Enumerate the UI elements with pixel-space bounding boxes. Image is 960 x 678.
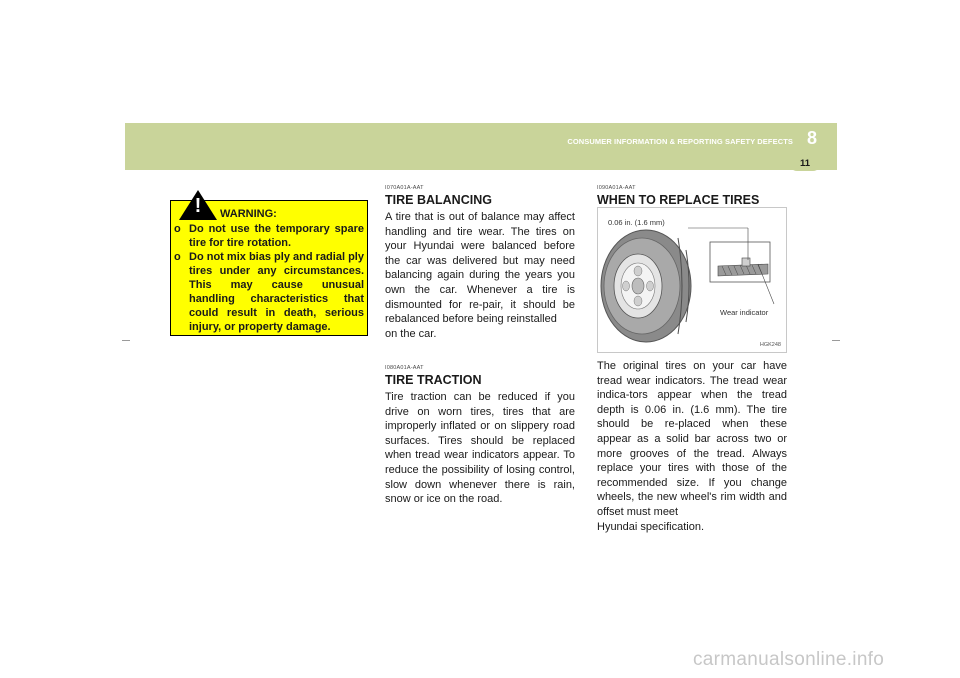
section-body-end: Hyundai specification. <box>597 520 705 533</box>
section-replace-tires <box>597 185 787 207</box>
section-body-text: A tire that is out of balance may affect handling and tire wear. The tires on your Hyundai were balanced before the car was delivered but may need balancing again during the years you own the car. Whenever a tire is dismounted for re-pair, it should be rebalanced before being reinstalled <box>385 211 575 326</box>
section-body: Tire traction can be reduced if you drive on worn tires, tires that are improperly inflated or on slippery road surfaces. Tires should be replaced when tread wear indicators appear. To reduce the possibility of losing control, slow down whenever there is rain, snow or ice on the road. <box>385 391 575 506</box>
watermark: carmanualsonline.info <box>693 649 885 670</box>
warning-item <box>174 222 364 250</box>
exclamation-mark-glyph: ! <box>194 195 202 217</box>
section-body <box>385 210 575 341</box>
warning-list <box>174 222 364 334</box>
tire-illustration <box>598 208 786 352</box>
chapter-title: CONSUMER INFORMATION & REPORTING SAFETY DEFECTS <box>567 137 793 146</box>
chapter-header-band <box>125 123 837 170</box>
section-body-end: on the car. <box>385 327 437 340</box>
chapter-number: 8 <box>806 128 817 148</box>
section-body-text: The original tires on your car have tread wear indicators. The tread wear indica-tors appear when the tread depth is 0.06 in. (1.6 mm). The tire should be re-placed when these appear as a solid bar across two or more grooves of the tread. Always replace your tires with those of the recommended size. If you change wheels, the new wheel's rim width and offset must meet <box>597 360 787 518</box>
warning-item-text: Do not mix bias ply and radial ply tires under any circumstances. This may cause unusual handling characteristics that could result in death, serious injury, or property damage. <box>189 251 364 333</box>
wear-indicator-label: Wear indicator <box>720 308 769 317</box>
page-number: 11 <box>789 154 821 171</box>
section-heading: TIRE TRACTION <box>385 373 482 387</box>
crop-mark-right <box>832 340 840 341</box>
section-code: I070A01A-AAT <box>385 185 424 191</box>
section-body <box>597 359 787 534</box>
section-tire-traction <box>385 365 575 507</box>
section-heading: TIRE BALANCING <box>385 193 492 207</box>
warning-item <box>174 250 364 334</box>
section-heading: WHEN TO REPLACE TIRES <box>597 193 760 207</box>
section-code: I080A01A-AAT <box>385 365 424 371</box>
section-tire-balancing <box>385 185 575 341</box>
warning-bullet: o <box>174 223 181 235</box>
figure-code: HGK248 <box>759 342 781 348</box>
crop-mark-left <box>122 340 130 341</box>
section-code: I090A01A-AAT <box>597 185 636 191</box>
tread-depth-label: 0.06 in. (1.6 mm) <box>608 218 665 227</box>
tire-wear-figure <box>597 207 787 353</box>
warning-item-text: Do not use the temporary spare tire for tire rotation. <box>189 223 364 249</box>
warning-bullet: o <box>174 251 181 263</box>
warning-title: WARNING: <box>220 208 277 220</box>
